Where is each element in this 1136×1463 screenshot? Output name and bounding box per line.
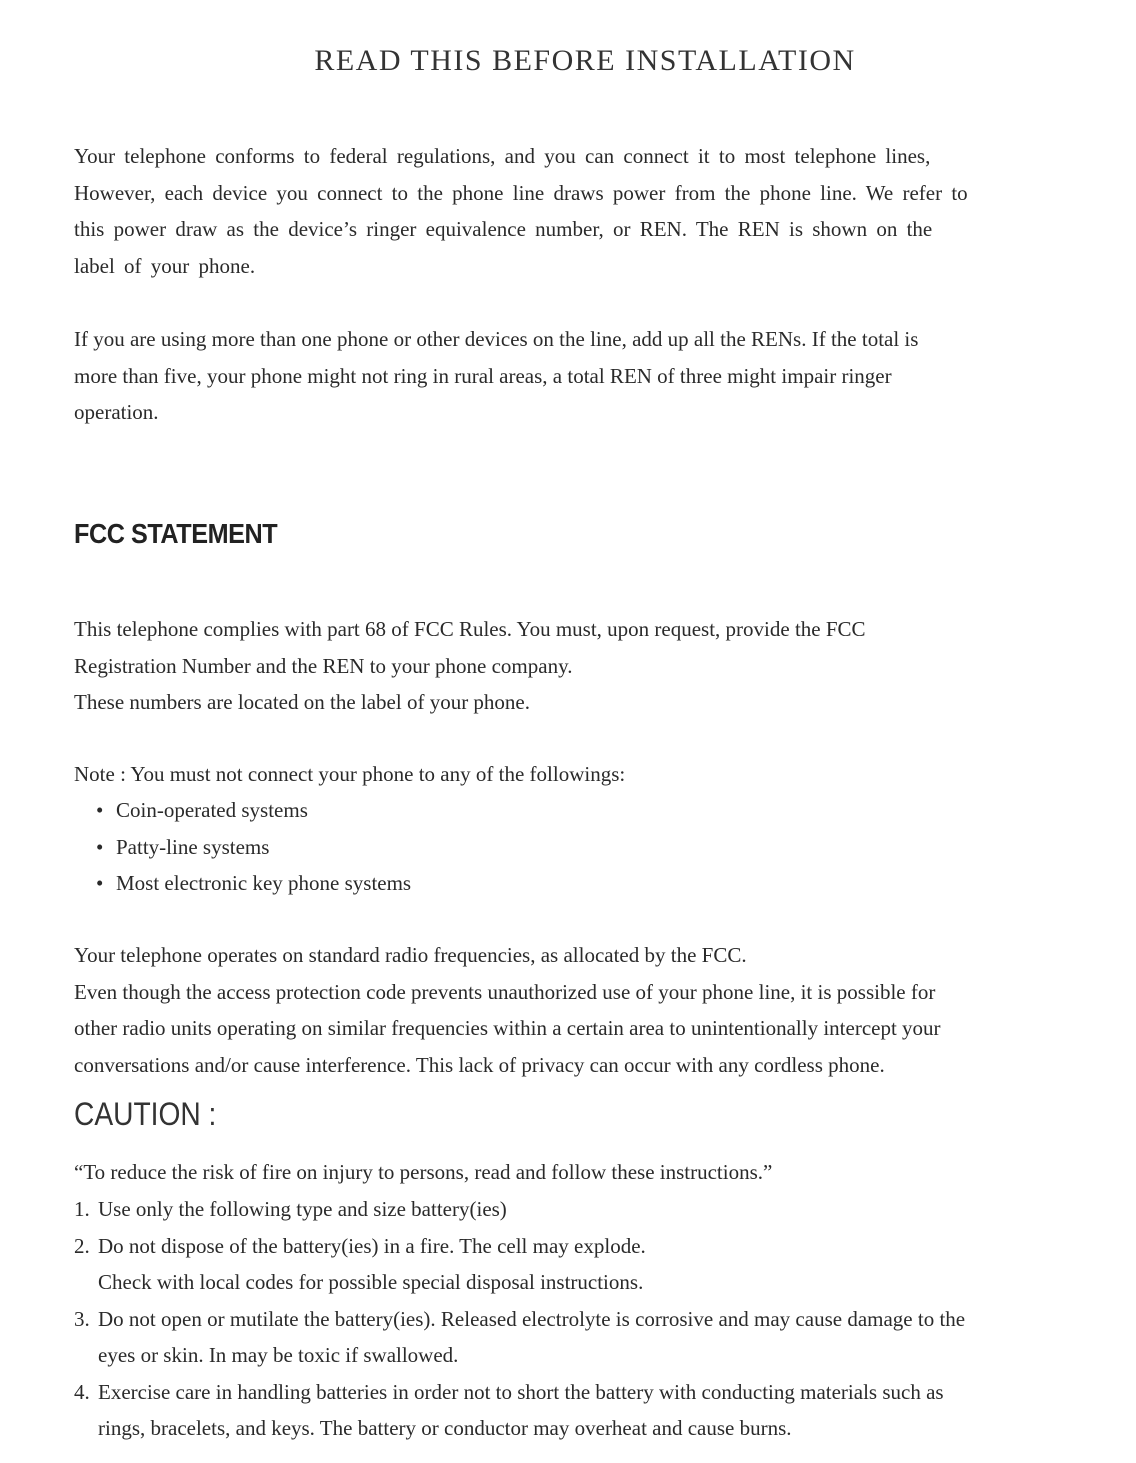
- item-number: 3.: [74, 1306, 90, 1331]
- text-line: rings, bracelets, and keys. The battery or conductor may overheat and cause burns.: [98, 1416, 792, 1440]
- caution-quote: [74, 1154, 1098, 1191]
- list-item: [74, 1301, 1098, 1374]
- item-number: 2.: [74, 1233, 90, 1258]
- fcc-compliance-paragraph: [74, 611, 1098, 721]
- text-line: However, each device you connect to the phone line draws power from the phone line. We refer to: [74, 180, 968, 205]
- text-line: Exercise care in handling batteries in order not to short the battery with conducting materials such as: [98, 1379, 944, 1404]
- bullet-icon: •: [96, 871, 104, 895]
- text-line: Even though the access protection code prevents unauthorized use of your phone line, it is possible for: [74, 979, 936, 1004]
- text-line: These numbers are located on the label of your phone.: [74, 690, 531, 714]
- intro-paragraph-1: [74, 138, 1098, 284]
- list-item: [74, 1228, 1098, 1301]
- quote-text: “To reduce the risk of fire on injury to persons, read and follow these instructions.”: [74, 1160, 773, 1184]
- list-item-text: Coin-operated systems: [116, 798, 308, 822]
- intro-paragraph-2: [74, 321, 1098, 431]
- text-line: If you are using more than one phone or other devices on the line, add up all the RENs. If the total is: [74, 327, 919, 351]
- text-line: Do not dispose of the battery(ies) in a fire. The cell may explode.: [98, 1233, 646, 1258]
- bullet-icon: •: [96, 834, 104, 859]
- bullet-icon: •: [96, 798, 104, 822]
- text-line: more than five, your phone might not ring in rural areas, a total REN of three might impair ringer: [74, 363, 892, 388]
- text-line: this power draw as the device’s ringer equivalence number, or REN. The REN is shown on the: [74, 217, 933, 241]
- text-line: other radio units operating on similar frequencies within a certain area to unintentionally intercept your: [74, 1016, 941, 1040]
- text-line: Your telephone operates on standard radio frequencies, as allocated by the FCC.: [74, 943, 747, 967]
- item-number: 1.: [74, 1197, 90, 1221]
- text-line: Registration Number and the REN to your phone company.: [74, 653, 573, 678]
- list-item-text: Most electronic key phone systems: [116, 871, 412, 895]
- text-line: Do not open or mutilate the battery(ies). Released electrolyte is corrosive and may cause damage to the: [98, 1306, 966, 1331]
- page-title: READ THIS BEFORE INSTALLATION: [314, 44, 856, 77]
- prohibited-systems-list: [96, 792, 411, 902]
- caution-heading: CAUTION :: [74, 1096, 217, 1132]
- list-item: [96, 829, 411, 866]
- list-item: [74, 1191, 1098, 1228]
- fcc-note: [74, 756, 1098, 793]
- text-line: operation.: [74, 400, 159, 424]
- text-line: This telephone complies with part 68 of FCC Rules. You must, upon request, provide the FCC: [74, 617, 866, 641]
- list-item: [74, 1374, 1098, 1447]
- text-line: Your telephone conforms to federal regulations, and you can connect it to most telephone lines,: [74, 144, 931, 168]
- fcc-heading: FCC STATEMENT: [74, 518, 278, 549]
- item-number: 4.: [74, 1379, 90, 1404]
- radio-frequency-paragraph: [74, 937, 1098, 1083]
- list-item: [96, 792, 411, 829]
- text-line: conversations and/or cause interference. This lack of privacy can occur with any cordless phone.: [74, 1052, 885, 1077]
- note-text: Note : You must not connect your phone to any of the followings:: [74, 762, 626, 786]
- text-line: label of your phone.: [74, 253, 256, 278]
- text-line: Use only the following type and size battery(ies): [98, 1197, 507, 1221]
- text-line: eyes or skin. In may be toxic if swallowed.: [98, 1343, 459, 1367]
- list-item: [96, 865, 411, 902]
- caution-instructions-list: [74, 1191, 1098, 1447]
- list-item-text: Patty-line systems: [116, 834, 270, 859]
- text-line: Check with local codes for possible special disposal instructions.: [98, 1270, 644, 1294]
